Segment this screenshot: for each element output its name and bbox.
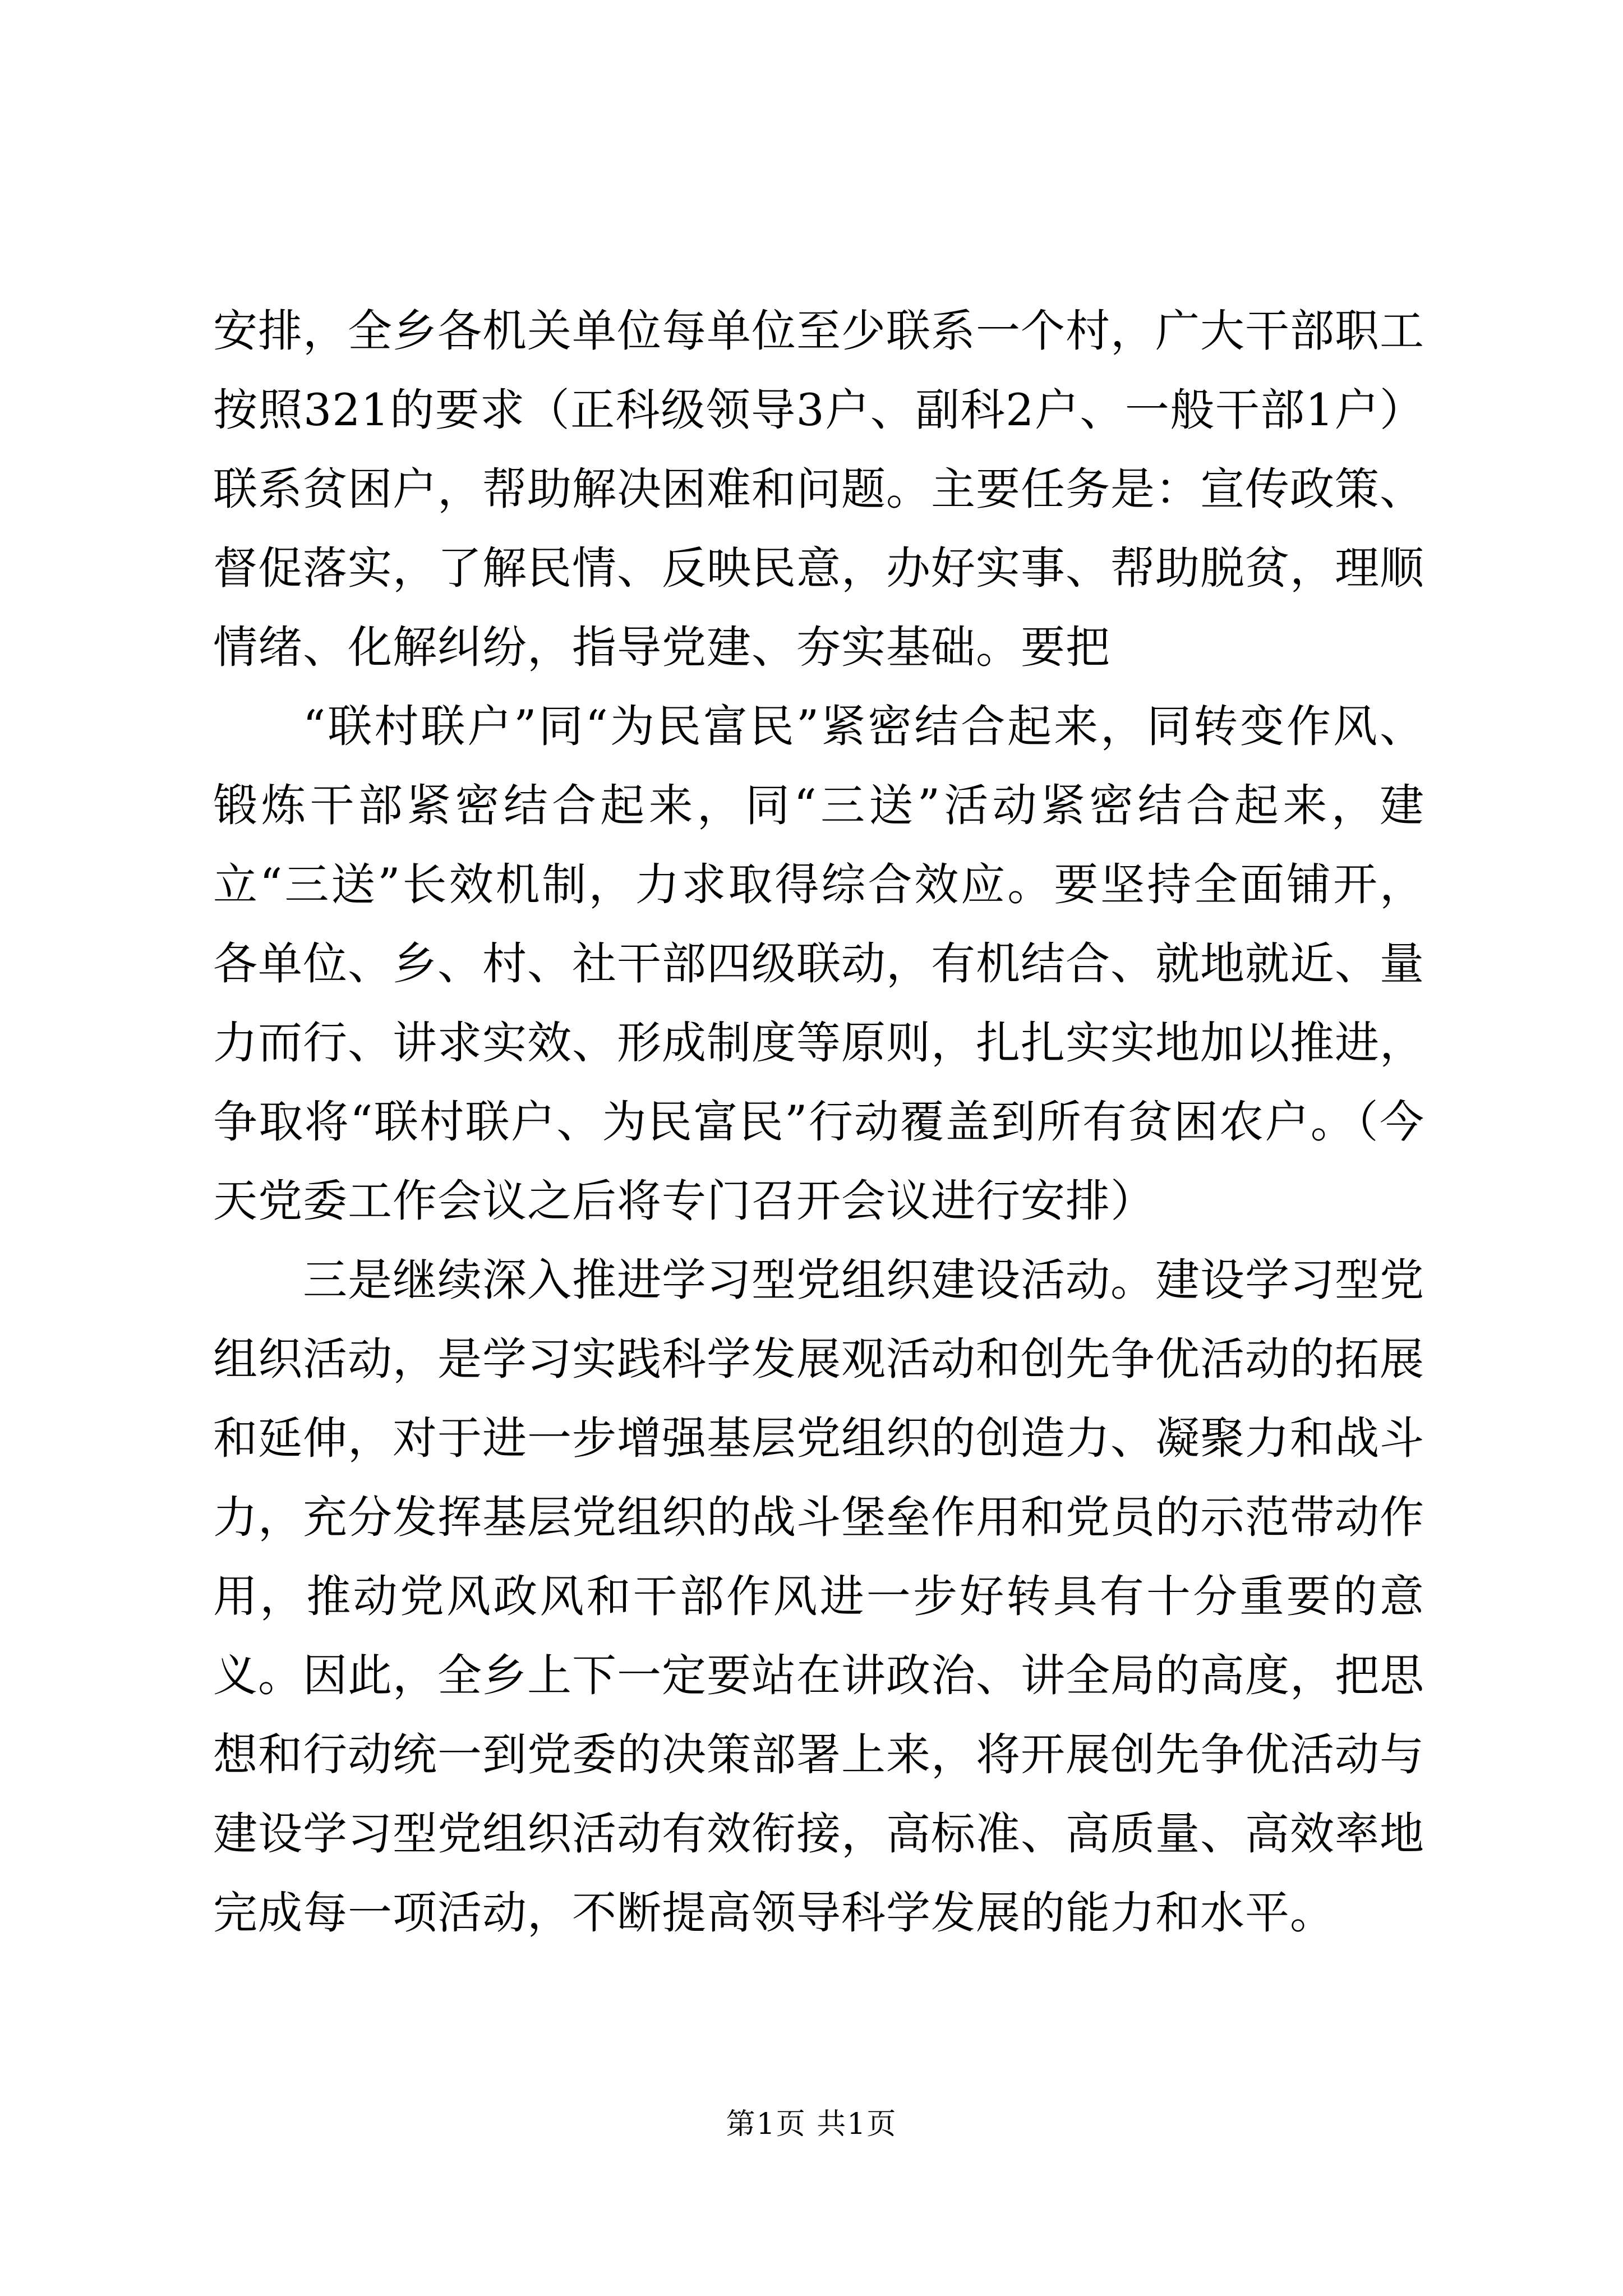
paragraph-1: 安排，全乡各机关单位每单位至少联系一个村，广大干部职工按照321的要求（正科级领导3户、副科2户、一般干部1户）联系贫困户，帮助解决困难和问题。主要任务是：宣传政策、督促落实，了解民情、反映民意，办好实事、帮助脱贫，理顺情绪、化解纠纷，指导党建、夯实基础。要把 xyxy=(213,305,1424,673)
document-body xyxy=(213,292,1424,1953)
page-footer: 第1页 共1页 xyxy=(726,2108,897,2141)
paragraph-3: 三是继续深入推进学习型党组织建设活动。建设学习型党组织活动，是学习实践科学发展观活动和创先争优活动的拓展和延伸，对于进一步增强基层党组织的创造力、凝聚力和战斗力，充分发挥基层党组织的战斗堡垒作用和党员的示范带动作用，推动党风政风和干部作风进一步好转具有十分重要的意义。因此，全乡上下一定要站在讲政治、讲全局的高度，把思想和行动统一到党委的决策部署上来，将开展创先争优活动与建设学习型党组织活动有效衔接，高标准、高质量、高效率地完成每一项活动，不断提高领导科学发展的能力和水平。 xyxy=(213,1254,1424,1939)
paragraph-2: “联村联户”同“为民富民”紧密结合起来，同转变作风、锻炼干部紧密结合起来，同“三送”活动紧密结合起来，建立“三送”长效机制，力求取得综合效应。要坚持全面铺开，各单位、乡、村、社干部四级联动，有机结合、就地就近、量力而行、讲求实效、形成制度等原则，扎扎实实地加以推进，争取将“联村联户、为民富民”行动覆盖到所有贫困农户。（今天党委工作会议之后将专门召开会议进行安排） xyxy=(213,701,1424,1227)
